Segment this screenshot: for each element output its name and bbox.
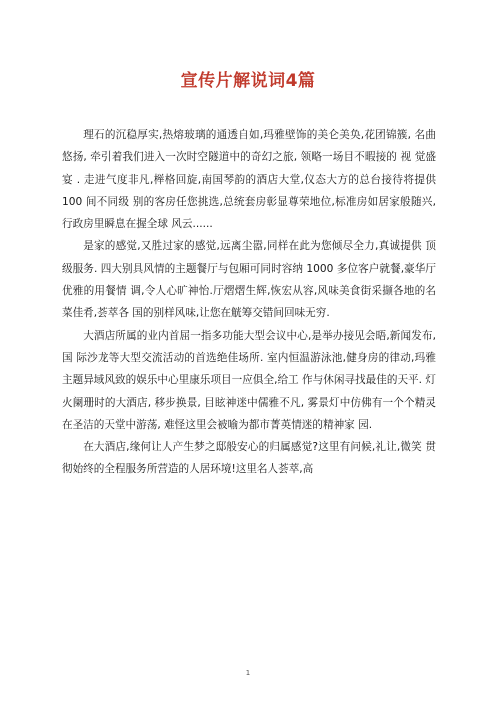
document-title: 宣传片解说词4篇 bbox=[180, 71, 316, 91]
paragraph-4: 在大酒店,缘何让人产生梦之邸般安心的归属感觉?这里有问候,礼让,微笑 贯彻始终的全程服务所营造的人居环境!这里名人荟萃,高 bbox=[62, 441, 436, 476]
document-body bbox=[62, 124, 436, 481]
paragraph-1: 理石的沉稳厚实,热熔玻璃的通透自如,玛雅壁饰的美仑美奂,花团锦簇, 名曲悠扬, 牵引着我们进入一次时空隧道中的奇幻之旅, 领略一场目不暇接的 视 觉盛宴 . 走进气度非凡,榉格回旋,南国琴韵的酒店大堂,仪态大方的总台接待将提供 100 间不同级 别的客房任您挑选,总统套房彰显尊荣地位,标准房如居家般随兴,行政房里瞬息在握全球 风云...... bbox=[62, 129, 436, 231]
paragraph-3: 大酒店所属的业内首屈一指多功能大型会议中心,是举办接见会晤,新闻发布,国 际沙龙等大型交流活动的首选绝佳场所. 室内恒温游泳池,健身房的律动,玛雅主题异域风致的娱乐中心里康乐项目一应俱全,给工 作与休闲寻找最佳的天平. 灯火阑珊时的大酒店, 移步换景, 目眩神迷中儒雅不凡, 雾景灯中仿佛有一个个精灵在圣洁的天堂中游荡, 难怪这里会被喻为都市菁英情迷的精神家 园. bbox=[62, 329, 436, 431]
paragraph-2: 是家的感觉,又胜过家的感觉,远离尘嚣,同样在此为您倾尽全力,真诚提供 顶级服务. 四大别具风情的主题餐厅与包厢可同时容纳 1000 多位客户就餐,豪华厅优雅的用餐情 调,令人心旷神怡.厅熠熠生辉,恢宏从容,风味美食街采撷各地的名菜佳肴,荟萃各 国的别样风味,让您在觥筹交错间回味无穷. bbox=[62, 240, 436, 320]
page-number: 1 bbox=[245, 669, 251, 677]
